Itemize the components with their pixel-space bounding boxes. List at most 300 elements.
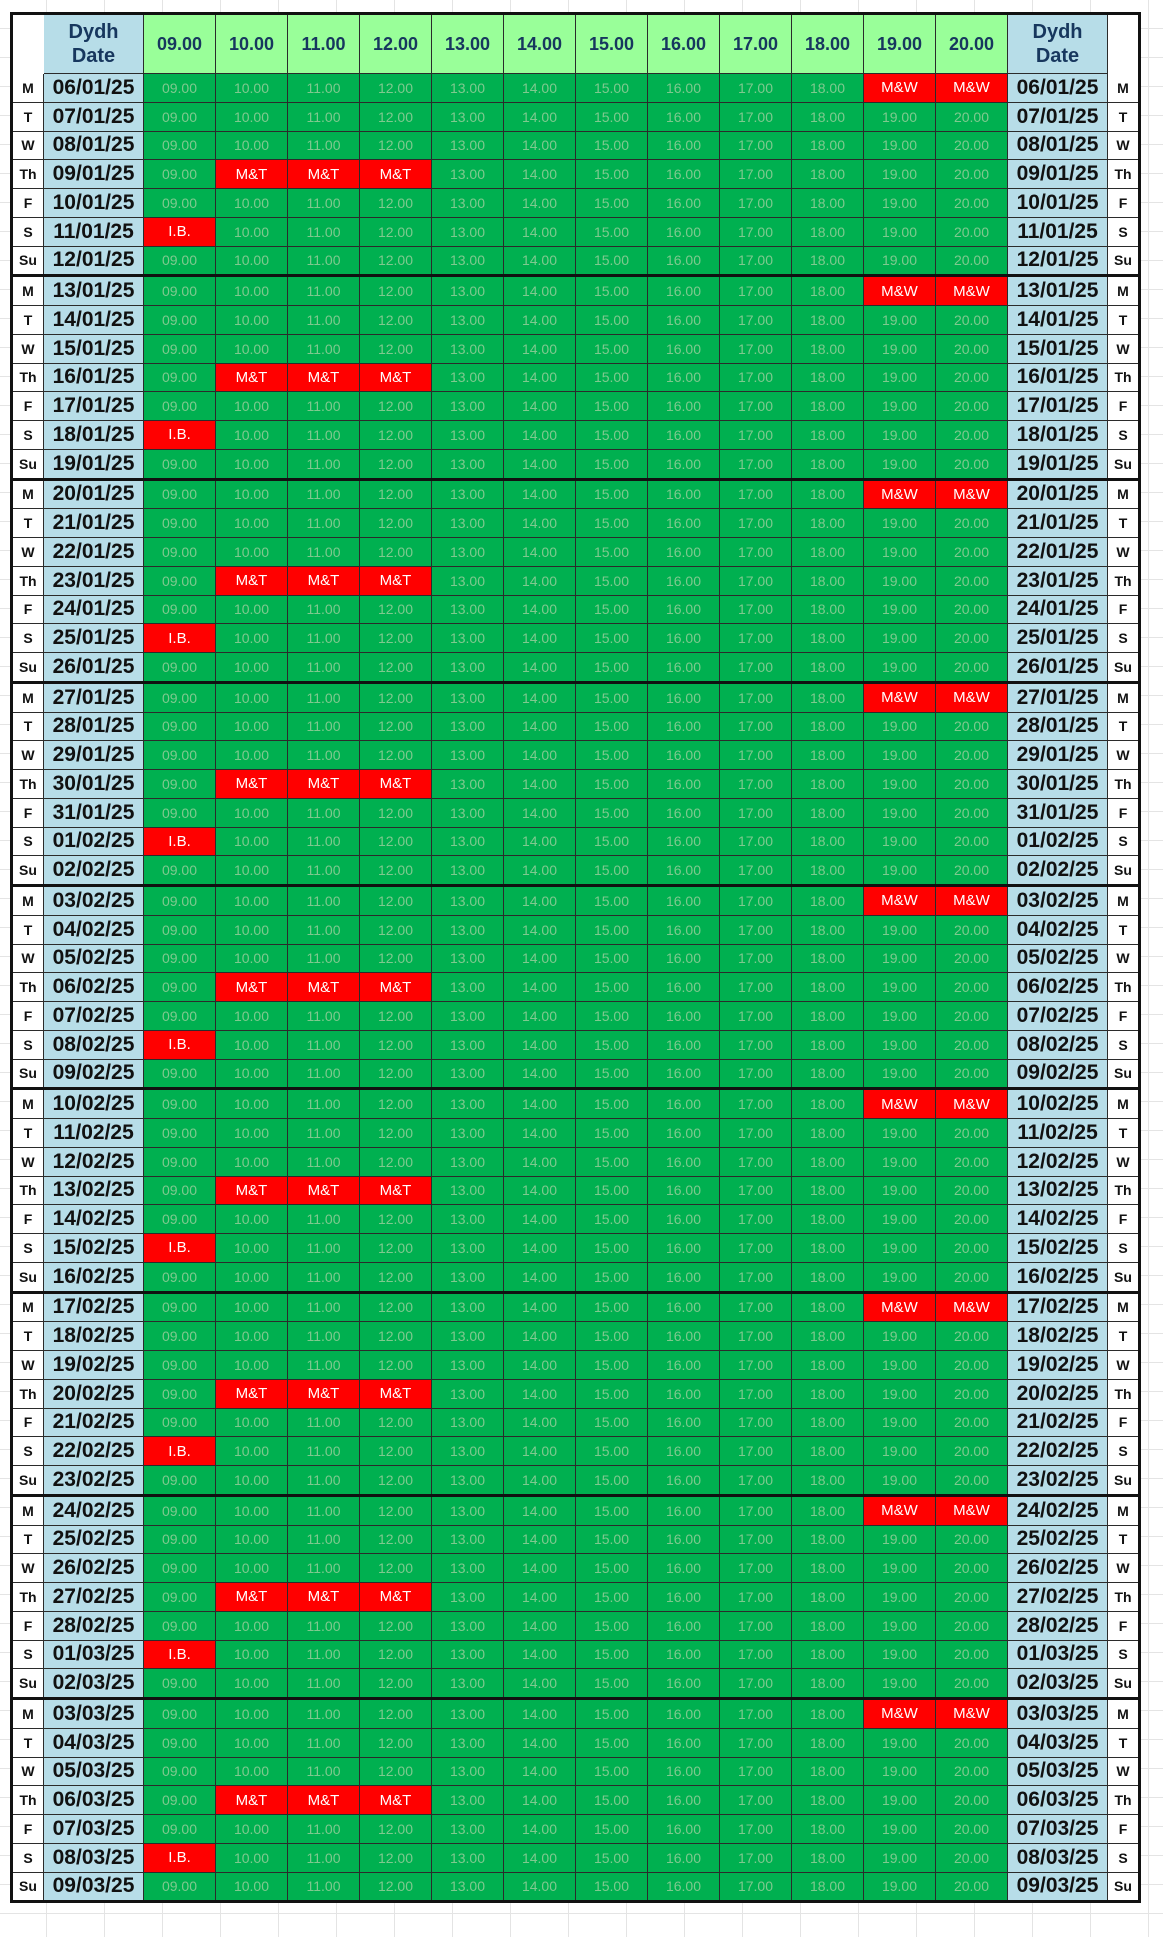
free-slot: 16.00 (648, 1611, 720, 1640)
date-cell-right: 30/01/25 (1008, 770, 1108, 799)
header-blank-left (12, 14, 44, 74)
free-slot: 10.00 (216, 1554, 288, 1583)
free-slot: 13.00 (432, 1119, 504, 1148)
booked-slot: M&T (216, 973, 288, 1002)
free-slot: 20.00 (936, 1030, 1008, 1059)
schedule-row (12, 1437, 1140, 1466)
free-slot: 14.00 (504, 1059, 576, 1089)
free-slot: 13.00 (432, 1262, 504, 1292)
booked-slot: M&W (864, 886, 936, 916)
date-cell-left: 01/02/25 (44, 827, 144, 856)
free-slot: 13.00 (432, 1611, 504, 1640)
free-slot: 11.00 (288, 1611, 360, 1640)
free-slot: 15.00 (576, 392, 648, 421)
booked-slot: M&W (864, 1699, 936, 1729)
date-cell-right: 02/03/25 (1008, 1669, 1108, 1699)
free-slot: 09.00 (144, 1525, 216, 1554)
time-header: 18.00 (792, 14, 864, 74)
date-cell-left: 02/03/25 (44, 1669, 144, 1699)
free-slot: 10.00 (216, 1495, 288, 1525)
day-cell-right: W (1108, 131, 1140, 160)
free-slot: 14.00 (504, 306, 576, 335)
free-slot: 19.00 (864, 449, 936, 479)
booked-slot: M&T (216, 1379, 288, 1408)
free-slot: 18.00 (792, 1437, 864, 1466)
date-cell-right: 20/02/25 (1008, 1379, 1108, 1408)
free-slot: 15.00 (576, 1554, 648, 1583)
free-slot: 18.00 (792, 566, 864, 595)
free-slot: 11.00 (288, 1843, 360, 1872)
free-slot: 10.00 (216, 653, 288, 683)
free-slot: 13.00 (432, 1554, 504, 1583)
date-cell-right: 18/01/25 (1008, 421, 1108, 450)
free-slot: 09.00 (144, 1176, 216, 1205)
free-slot: 14.00 (504, 102, 576, 131)
free-slot: 20.00 (936, 1002, 1008, 1031)
booked-slot: M&T (216, 1786, 288, 1815)
day-cell-left: W (12, 944, 44, 973)
day-cell-left: M (12, 886, 44, 916)
free-slot: 20.00 (936, 449, 1008, 479)
free-slot: 10.00 (216, 1234, 288, 1263)
date-cell-left: 04/03/25 (44, 1728, 144, 1757)
day-cell-right: T (1108, 1728, 1140, 1757)
free-slot: 10.00 (216, 1872, 288, 1902)
free-slot: 14.00 (504, 798, 576, 827)
free-slot: 17.00 (720, 1002, 792, 1031)
free-slot: 16.00 (648, 1437, 720, 1466)
time-header: 14.00 (504, 14, 576, 74)
free-slot: 19.00 (864, 1059, 936, 1089)
free-slot: 12.00 (360, 1437, 432, 1466)
date-cell-left: 21/02/25 (44, 1408, 144, 1437)
free-slot: 12.00 (360, 306, 432, 335)
schedule-row (12, 712, 1140, 741)
date-cell-left: 15/02/25 (44, 1234, 144, 1263)
free-slot: 13.00 (432, 973, 504, 1002)
free-slot: 16.00 (648, 973, 720, 1002)
free-slot: 13.00 (432, 1728, 504, 1757)
free-slot: 17.00 (720, 1699, 792, 1729)
date-cell-right: 04/03/25 (1008, 1728, 1108, 1757)
day-cell-right: F (1108, 1205, 1140, 1234)
free-slot: 18.00 (792, 1351, 864, 1380)
free-slot: 10.00 (216, 1262, 288, 1292)
date-cell-left: 15/01/25 (44, 334, 144, 363)
free-slot: 14.00 (504, 334, 576, 363)
free-slot: 11.00 (288, 1089, 360, 1119)
free-slot: 19.00 (864, 1379, 936, 1408)
date-cell-right: 01/03/25 (1008, 1640, 1108, 1669)
day-cell-right: S (1108, 624, 1140, 653)
free-slot: 12.00 (360, 1728, 432, 1757)
schedule-row (12, 509, 1140, 538)
day-cell-right: Su (1108, 1262, 1140, 1292)
free-slot: 17.00 (720, 944, 792, 973)
free-slot: 12.00 (360, 712, 432, 741)
free-slot: 12.00 (360, 392, 432, 421)
free-slot: 18.00 (792, 915, 864, 944)
date-cell-right: 24/02/25 (1008, 1495, 1108, 1525)
date-cell-right: 06/02/25 (1008, 973, 1108, 1002)
free-slot: 10.00 (216, 1351, 288, 1380)
free-slot: 14.00 (504, 1554, 576, 1583)
free-slot: 15.00 (576, 1030, 648, 1059)
schedule-row (12, 1815, 1140, 1844)
free-slot: 11.00 (288, 1002, 360, 1031)
free-slot: 16.00 (648, 1408, 720, 1437)
time-header: 13.00 (432, 14, 504, 74)
free-slot: 19.00 (864, 856, 936, 886)
free-slot: 10.00 (216, 886, 288, 916)
schedule-row (12, 392, 1140, 421)
free-slot: 11.00 (288, 741, 360, 770)
day-cell-left: Th (12, 1583, 44, 1612)
date-cell-left: 26/02/25 (44, 1554, 144, 1583)
free-slot: 18.00 (792, 1030, 864, 1059)
free-slot: 11.00 (288, 1525, 360, 1554)
schedule-row (12, 102, 1140, 131)
free-slot: 15.00 (576, 1292, 648, 1322)
free-slot: 13.00 (432, 1322, 504, 1351)
booked-slot: M&T (360, 1379, 432, 1408)
free-slot: 10.00 (216, 1119, 288, 1148)
day-cell-right: S (1108, 1234, 1140, 1263)
free-slot: 15.00 (576, 1640, 648, 1669)
day-cell-left: W (12, 1147, 44, 1176)
free-slot: 12.00 (360, 1554, 432, 1583)
free-slot: 17.00 (720, 1872, 792, 1902)
free-slot: 20.00 (936, 1554, 1008, 1583)
free-slot: 18.00 (792, 1234, 864, 1263)
schedule-row (12, 1322, 1140, 1351)
schedule-row (12, 1843, 1140, 1872)
day-cell-left: S (12, 1640, 44, 1669)
booked-slot: M&W (936, 276, 1008, 306)
free-slot: 09.00 (144, 334, 216, 363)
free-slot: 15.00 (576, 1786, 648, 1815)
date-cell-right: 14/02/25 (1008, 1205, 1108, 1234)
free-slot: 14.00 (504, 653, 576, 683)
free-slot: 18.00 (792, 682, 864, 712)
free-slot: 19.00 (864, 334, 936, 363)
date-cell-left: 22/02/25 (44, 1437, 144, 1466)
booked-slot: M&W (864, 74, 936, 103)
date-cell-right: 23/02/25 (1008, 1466, 1108, 1496)
free-slot: 15.00 (576, 973, 648, 1002)
date-cell-left: 16/02/25 (44, 1262, 144, 1292)
free-slot: 09.00 (144, 189, 216, 218)
free-slot: 09.00 (144, 246, 216, 276)
free-slot: 19.00 (864, 798, 936, 827)
free-slot: 15.00 (576, 74, 648, 103)
free-slot: 10.00 (216, 1525, 288, 1554)
free-slot: 18.00 (792, 1669, 864, 1699)
free-slot: 17.00 (720, 973, 792, 1002)
booked-slot: M&W (864, 276, 936, 306)
free-slot: 16.00 (648, 1699, 720, 1729)
free-slot: 18.00 (792, 1786, 864, 1815)
free-slot: 17.00 (720, 538, 792, 567)
booked-slot: M&T (360, 973, 432, 1002)
schedule-row (12, 1119, 1140, 1148)
free-slot: 17.00 (720, 1728, 792, 1757)
free-slot: 14.00 (504, 944, 576, 973)
free-slot: 18.00 (792, 334, 864, 363)
free-slot: 20.00 (936, 1583, 1008, 1612)
free-slot: 19.00 (864, 770, 936, 799)
free-slot: 15.00 (576, 1815, 648, 1844)
free-slot: 10.00 (216, 74, 288, 103)
free-slot: 11.00 (288, 682, 360, 712)
free-slot: 09.00 (144, 1322, 216, 1351)
free-slot: 18.00 (792, 102, 864, 131)
schedule-row (12, 856, 1140, 886)
free-slot: 19.00 (864, 392, 936, 421)
date-header-english: Date (71, 45, 116, 67)
free-slot: 15.00 (576, 421, 648, 450)
free-slot: 20.00 (936, 306, 1008, 335)
date-cell-left: 08/02/25 (44, 1030, 144, 1059)
free-slot: 20.00 (936, 1786, 1008, 1815)
free-slot: 09.00 (144, 1205, 216, 1234)
free-slot: 09.00 (144, 1872, 216, 1902)
free-slot: 13.00 (432, 538, 504, 567)
free-slot: 16.00 (648, 1872, 720, 1902)
free-slot: 09.00 (144, 131, 216, 160)
day-cell-left: T (12, 712, 44, 741)
free-slot: 11.00 (288, 1119, 360, 1148)
free-slot: 17.00 (720, 1757, 792, 1786)
free-slot: 11.00 (288, 1757, 360, 1786)
day-cell-right: Su (1108, 449, 1140, 479)
day-cell-right: T (1108, 1119, 1140, 1148)
free-slot: 17.00 (720, 334, 792, 363)
free-slot: 09.00 (144, 1611, 216, 1640)
free-slot: 18.00 (792, 306, 864, 335)
booked-slot: M&T (216, 160, 288, 189)
day-cell-right: Th (1108, 1176, 1140, 1205)
schedule-row (12, 1872, 1140, 1902)
day-cell-right: Th (1108, 566, 1140, 595)
free-slot: 17.00 (720, 1176, 792, 1205)
day-cell-right: W (1108, 1351, 1140, 1380)
free-slot: 20.00 (936, 653, 1008, 683)
free-slot: 14.00 (504, 1611, 576, 1640)
free-slot: 18.00 (792, 449, 864, 479)
free-slot: 17.00 (720, 1669, 792, 1699)
free-slot: 19.00 (864, 973, 936, 1002)
date-cell-left: 10/02/25 (44, 1089, 144, 1119)
schedule-row (12, 1699, 1140, 1729)
free-slot: 20.00 (936, 1525, 1008, 1554)
free-slot: 14.00 (504, 1525, 576, 1554)
free-slot: 17.00 (720, 1525, 792, 1554)
day-cell-right: T (1108, 1322, 1140, 1351)
free-slot: 18.00 (792, 624, 864, 653)
date-cell-right: 12/02/25 (1008, 1147, 1108, 1176)
booked-slot: I.B. (144, 1030, 216, 1059)
day-cell-right: S (1108, 1843, 1140, 1872)
free-slot: 12.00 (360, 1611, 432, 1640)
date-cell-left: 12/01/25 (44, 246, 144, 276)
schedule-row (12, 741, 1140, 770)
date-cell-right: 19/01/25 (1008, 449, 1108, 479)
free-slot: 20.00 (936, 189, 1008, 218)
free-slot: 18.00 (792, 1466, 864, 1496)
booked-slot: M&T (288, 770, 360, 799)
free-slot: 15.00 (576, 944, 648, 973)
date-cell-right: 10/02/25 (1008, 1089, 1108, 1119)
free-slot: 20.00 (936, 1379, 1008, 1408)
free-slot: 19.00 (864, 1583, 936, 1612)
free-slot: 13.00 (432, 1205, 504, 1234)
free-slot: 15.00 (576, 509, 648, 538)
day-cell-right: F (1108, 1815, 1140, 1844)
day-cell-left: S (12, 624, 44, 653)
free-slot: 14.00 (504, 1351, 576, 1380)
date-cell-left: 18/02/25 (44, 1322, 144, 1351)
day-cell-right: M (1108, 1292, 1140, 1322)
free-slot: 15.00 (576, 741, 648, 770)
free-slot: 19.00 (864, 1640, 936, 1669)
free-slot: 15.00 (576, 1699, 648, 1729)
free-slot: 16.00 (648, 856, 720, 886)
free-slot: 19.00 (864, 1466, 936, 1496)
day-cell-left: M (12, 1495, 44, 1525)
free-slot: 10.00 (216, 1669, 288, 1699)
schedule-row (12, 1176, 1140, 1205)
free-slot: 16.00 (648, 741, 720, 770)
free-slot: 11.00 (288, 1059, 360, 1089)
free-slot: 13.00 (432, 915, 504, 944)
day-cell-left: M (12, 479, 44, 509)
free-slot: 09.00 (144, 1059, 216, 1089)
free-slot: 12.00 (360, 624, 432, 653)
date-cell-left: 27/01/25 (44, 682, 144, 712)
free-slot: 18.00 (792, 131, 864, 160)
date-cell-left: 18/01/25 (44, 421, 144, 450)
free-slot: 12.00 (360, 102, 432, 131)
free-slot: 13.00 (432, 74, 504, 103)
free-slot: 16.00 (648, 653, 720, 683)
free-slot: 14.00 (504, 421, 576, 450)
free-slot: 17.00 (720, 363, 792, 392)
free-slot: 16.00 (648, 246, 720, 276)
free-slot: 18.00 (792, 276, 864, 306)
free-slot: 17.00 (720, 856, 792, 886)
free-slot: 17.00 (720, 1437, 792, 1466)
free-slot: 16.00 (648, 1234, 720, 1263)
free-slot: 16.00 (648, 1843, 720, 1872)
free-slot: 13.00 (432, 566, 504, 595)
day-cell-left: Su (12, 1669, 44, 1699)
free-slot: 12.00 (360, 915, 432, 944)
date-cell-right: 16/02/25 (1008, 1262, 1108, 1292)
date-cell-right: 15/01/25 (1008, 334, 1108, 363)
free-slot: 20.00 (936, 102, 1008, 131)
booked-slot: M&T (288, 363, 360, 392)
free-slot: 09.00 (144, 102, 216, 131)
schedule-row (12, 1030, 1140, 1059)
date-cell-right: 17/02/25 (1008, 1292, 1108, 1322)
date-cell-left: 24/02/25 (44, 1495, 144, 1525)
free-slot: 10.00 (216, 538, 288, 567)
free-slot: 11.00 (288, 334, 360, 363)
day-cell-left: S (12, 1437, 44, 1466)
day-cell-right: M (1108, 74, 1140, 103)
free-slot: 09.00 (144, 1757, 216, 1786)
schedule-row (12, 973, 1140, 1002)
booked-slot: M&T (288, 160, 360, 189)
free-slot: 14.00 (504, 160, 576, 189)
free-slot: 20.00 (936, 392, 1008, 421)
free-slot: 10.00 (216, 682, 288, 712)
free-slot: 15.00 (576, 334, 648, 363)
booked-slot: M&T (360, 566, 432, 595)
free-slot: 19.00 (864, 246, 936, 276)
free-slot: 17.00 (720, 1059, 792, 1089)
day-cell-right: Th (1108, 160, 1140, 189)
free-slot: 12.00 (360, 682, 432, 712)
date-cell-left: 29/01/25 (44, 741, 144, 770)
free-slot: 20.00 (936, 363, 1008, 392)
free-slot: 10.00 (216, 798, 288, 827)
free-slot: 17.00 (720, 306, 792, 335)
free-slot: 15.00 (576, 1119, 648, 1148)
free-slot: 11.00 (288, 1728, 360, 1757)
day-cell-left: Th (12, 973, 44, 1002)
time-header: 12.00 (360, 14, 432, 74)
free-slot: 10.00 (216, 1030, 288, 1059)
free-slot: 14.00 (504, 595, 576, 624)
free-slot: 09.00 (144, 1554, 216, 1583)
time-header: 19.00 (864, 14, 936, 74)
free-slot: 11.00 (288, 827, 360, 856)
date-header-welsh: Dydh (68, 21, 119, 43)
free-slot: 12.00 (360, 131, 432, 160)
free-slot: 12.00 (360, 421, 432, 450)
date-cell-left: 11/02/25 (44, 1119, 144, 1148)
free-slot: 11.00 (288, 624, 360, 653)
free-slot: 17.00 (720, 1262, 792, 1292)
booked-slot: I.B. (144, 1843, 216, 1872)
date-cell-right: 05/02/25 (1008, 944, 1108, 973)
free-slot: 09.00 (144, 276, 216, 306)
booked-slot: I.B. (144, 624, 216, 653)
booked-slot: M&W (936, 1292, 1008, 1322)
free-slot: 10.00 (216, 1815, 288, 1844)
booked-slot: I.B. (144, 421, 216, 450)
free-slot: 09.00 (144, 798, 216, 827)
free-slot: 19.00 (864, 1002, 936, 1031)
free-slot: 12.00 (360, 1089, 432, 1119)
schedule-row (12, 1583, 1140, 1612)
free-slot: 18.00 (792, 1640, 864, 1669)
free-slot: 09.00 (144, 363, 216, 392)
date-cell-left: 25/01/25 (44, 624, 144, 653)
date-cell-left: 05/03/25 (44, 1757, 144, 1786)
date-cell-right: 10/01/25 (1008, 189, 1108, 218)
free-slot: 16.00 (648, 1030, 720, 1059)
free-slot: 12.00 (360, 1757, 432, 1786)
free-slot: 17.00 (720, 1030, 792, 1059)
free-slot: 10.00 (216, 944, 288, 973)
free-slot: 19.00 (864, 102, 936, 131)
free-slot: 12.00 (360, 217, 432, 246)
free-slot: 14.00 (504, 449, 576, 479)
date-cell-right: 13/01/25 (1008, 276, 1108, 306)
